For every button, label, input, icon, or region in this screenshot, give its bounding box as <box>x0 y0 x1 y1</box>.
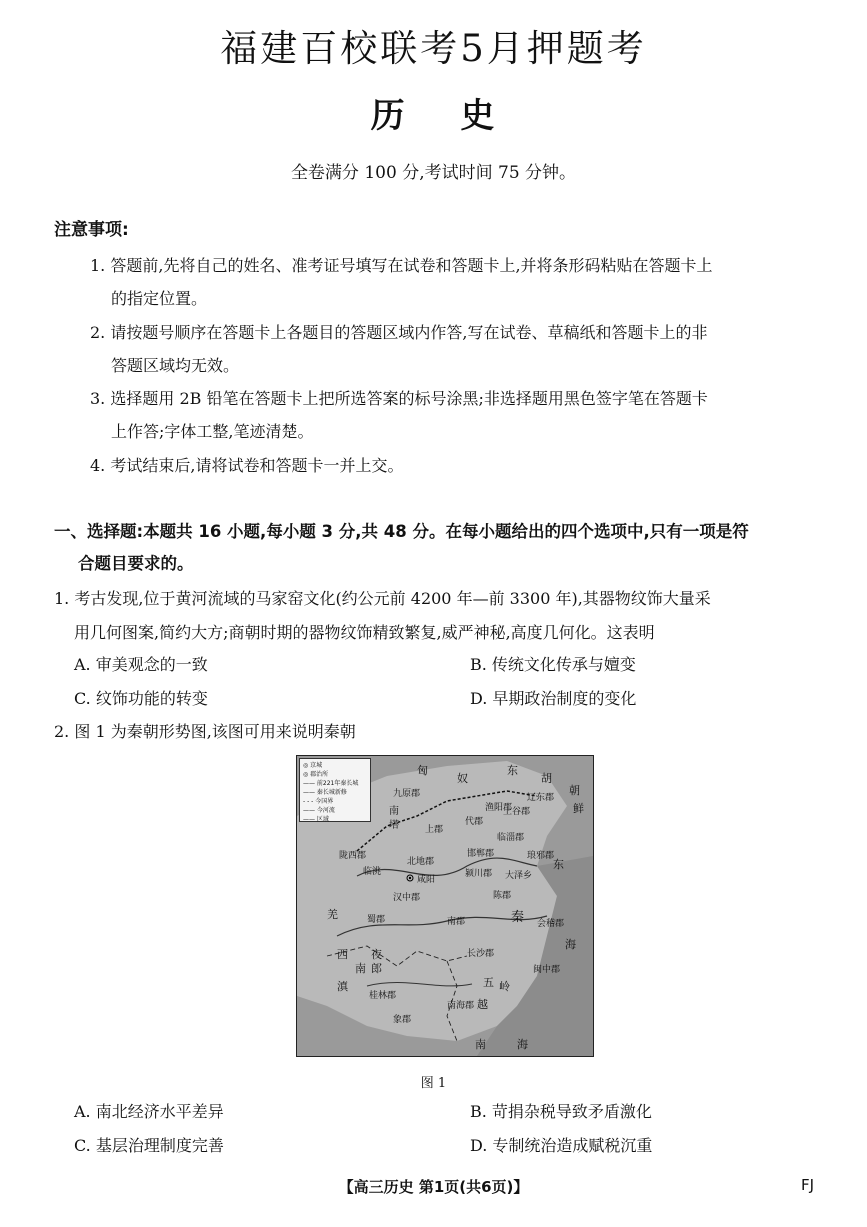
map-label: 九原郡 <box>393 789 421 799</box>
section-heading-line-1: 一、选择题:本题共 16 小题,每小题 3 分,共 48 分。在每小题给出的四个选项中,只有一项是符 <box>54 522 749 541</box>
map-label: 汉中郡 <box>393 893 421 903</box>
notice-line-6: 上作答;字体工整,笔迹清楚。 <box>111 422 314 441</box>
map-label: 上郡 <box>425 825 444 835</box>
notice-line-7: 4. 考试结束后,请将试卷和答题卡一并上交。 <box>90 456 404 475</box>
q2-stem: 2. 图 1 为秦朝形势图,该图可用来说明秦朝 <box>54 722 356 741</box>
map-label: 长沙郡 <box>467 949 495 959</box>
page-footer: 【高三历史 第1页(共6页)】 <box>338 1178 529 1196</box>
legend-item: —— 秦长城新修 <box>303 789 347 796</box>
notice-line-5: 3. 选择题用 2B 铅笔在答题卡上把所选答案的标号涂黑;非选择题用黑色签字笔在答题卡 <box>90 389 708 408</box>
q2-option-d: D. 专制统治造成赋税沉重 <box>470 1136 653 1155</box>
map-label: 匈 <box>417 764 428 777</box>
map-label: 东 <box>507 764 518 777</box>
map-label: 南郡 <box>447 917 466 927</box>
map-label: 羌 <box>327 908 338 921</box>
notice-line-1: 1. 答题前,先将自己的姓名、准考证号填写在试卷和答题卡上,并将条形码粘贴在答题卡上 <box>90 256 713 275</box>
notice-heading: 注意事项: <box>54 220 129 240</box>
q1-stem-line-2: 用几何图案,简约大方;商朝时期的器物纹饰精致繁复,威严神秘,高度几何化。这表明 <box>74 623 655 642</box>
q1-option-a: A. 审美观念的一致 <box>74 655 208 674</box>
map-label: 象郡 <box>393 1015 412 1025</box>
map-label: 会稽郡 <box>537 919 565 929</box>
map-label: 海 <box>565 938 576 951</box>
map-label: 越 <box>477 998 488 1011</box>
map-label: 邯郸郡 <box>467 849 495 859</box>
map-label: 海 <box>517 1038 528 1051</box>
map-label: 郎 <box>371 962 382 975</box>
legend-item: —— 今河流 <box>303 807 335 814</box>
exam-title: 福建百校联考5月押题考 <box>220 27 647 70</box>
map-label: 鲜 <box>573 802 584 815</box>
map-label: 上谷郡 <box>503 807 531 817</box>
map-label: 西 <box>337 948 348 961</box>
map-label: 临淄郡 <box>497 833 525 843</box>
q1-stem-line-1: 1. 考古发现,位于黄河流域的马家窑文化(约公元前 4200 年—前 3300 年),其器物纹饰大量采 <box>54 589 711 608</box>
legend-item: ◎ 京城 <box>303 762 323 769</box>
map-label: 陈郡 <box>493 891 512 901</box>
map-label: 塔 <box>389 820 399 831</box>
map-label: 临洮 <box>363 867 382 877</box>
map-label: 琅邪郡 <box>527 851 555 861</box>
notice-line-3: 2. 请按题号顺序在答题卡上各题目的答题区域内作答,写在试卷、草稿纸和答题卡上的非 <box>90 323 708 342</box>
map-label: 滇 <box>337 980 348 993</box>
notice-line-2: 的指定位置。 <box>111 289 208 308</box>
notice-line-4: 答题区域均无效。 <box>111 356 240 375</box>
section-heading-line-2: 合题目要求的。 <box>78 554 194 573</box>
map-label: 奴 <box>457 772 468 785</box>
map-label: 夜 <box>371 948 382 961</box>
legend-item: ◎ 郡治所 <box>303 771 329 778</box>
legend-item: —— 前221年秦长城 <box>303 780 359 787</box>
figure-caption: 图 1 <box>420 1076 447 1091</box>
region-code: FJ <box>801 1176 815 1194</box>
map-label: 桂林郡 <box>369 991 397 1001</box>
map-label: 东 <box>553 858 564 871</box>
legend-item: - - - 今国界 <box>303 798 334 805</box>
map-label: 代郡 <box>465 817 484 827</box>
map-label: 陇西郡 <box>339 851 367 861</box>
map-label: 渔阳郡 <box>485 803 513 813</box>
map-legend <box>299 758 371 822</box>
subject-title: 历 史 <box>370 96 497 136</box>
map-label: 颍川郡 <box>465 869 493 879</box>
map-label: 南 <box>355 962 366 975</box>
map-label: 秦 <box>511 910 525 925</box>
q1-option-b: B. 传统文化传承与嬗变 <box>470 655 636 674</box>
map-label: 北地郡 <box>407 857 435 867</box>
q1-option-c: C. 纹饰功能的转变 <box>74 689 208 708</box>
map-label: 闽中郡 <box>533 965 561 975</box>
map-label: 南海郡 <box>447 1001 475 1011</box>
map-label: 大泽乡 <box>505 871 533 881</box>
map-label: 朝 <box>569 784 580 797</box>
q2-option-c: C. 基层治理制度完善 <box>74 1136 224 1155</box>
map-label: 五 <box>483 976 494 989</box>
qin-dynasty-map <box>296 755 594 1057</box>
map-label: 蜀郡 <box>367 915 386 925</box>
map-label: 辽东郡 <box>527 793 555 803</box>
q1-option-d: D. 早期政治制度的变化 <box>470 689 637 708</box>
map-label: 胡 <box>541 772 552 785</box>
map-label: 咸阳 <box>417 875 436 885</box>
legend-item: —— 区域 <box>303 816 329 823</box>
map-label: 岭 <box>499 980 510 993</box>
map-label: 南 <box>389 806 399 817</box>
map-label: 南 <box>475 1038 486 1051</box>
q2-option-b: B. 苛捐杂税导致矛盾激化 <box>470 1102 652 1121</box>
q2-option-a: A. 南北经济水平差异 <box>74 1102 224 1121</box>
full-score-note: 全卷满分 100 分,考试时间 75 分钟。 <box>290 163 577 183</box>
